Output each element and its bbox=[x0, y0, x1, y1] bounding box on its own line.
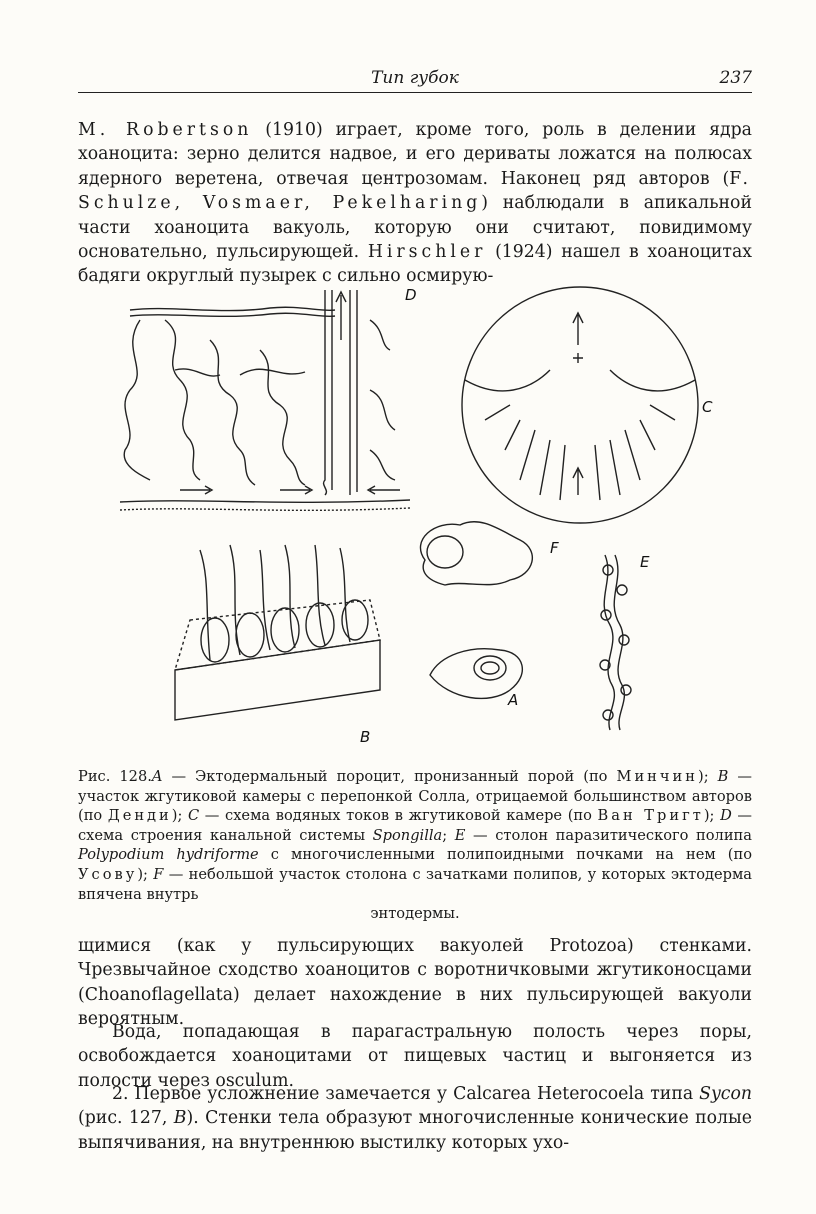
caption-author: Усову bbox=[78, 865, 138, 883]
caption-text: ); bbox=[703, 807, 721, 825]
label-c: C bbox=[702, 398, 713, 416]
figure-128 bbox=[80, 280, 740, 755]
panel-b-chamber-fragment bbox=[175, 545, 380, 720]
panel-f-stolon-fragment bbox=[420, 522, 532, 585]
caption-text: с многочисленными полипоидными почками на нем (по bbox=[258, 846, 752, 864]
caption-text: ); bbox=[698, 768, 718, 785]
header-title: Тип губок bbox=[371, 68, 459, 88]
caption-author: Денди bbox=[107, 807, 172, 825]
caption-fig-number: Рис. 128. bbox=[78, 768, 152, 785]
figure-reference: B bbox=[173, 1108, 187, 1129]
genus-name: Sycon bbox=[699, 1084, 752, 1104]
text-fragment: ) наблюдали в апикальной части хоаноцита вакуоль, которую они считают, повидимому основательно, пульсирующей. bbox=[78, 193, 752, 263]
caption-last-line: энтодермы. bbox=[370, 905, 460, 923]
label-f: F bbox=[550, 539, 559, 557]
caption-genus: Polypodium hydriforme bbox=[78, 846, 259, 864]
page-number: 237 bbox=[719, 68, 752, 88]
text-fragment: (1910) играет, кроме того, роль в делении ядра хоаноцита: зерно делится надвое, и его дериваты ложатся на полюсах ядерного веретена, отвечая центрозомам. Наконец ряд авторов ( bbox=[78, 120, 752, 189]
caption-text: — схема строения канальной системы bbox=[78, 807, 752, 844]
panel-c-chamber bbox=[462, 287, 698, 523]
caption-genus: Spongilla bbox=[372, 826, 443, 844]
text-fragment: 2. Первое усложнение замечается у Calcarea Heterocoela типа bbox=[112, 1084, 700, 1104]
label-b: B bbox=[360, 728, 371, 746]
label-a: A bbox=[508, 691, 519, 709]
caption-text: — участок жгутиковой камеры с перепонкой Солла, отрицаемой большинством авторов (по bbox=[78, 768, 752, 825]
paragraph-3: Вода, попадающая в парагастральную полость через поры, освобождается хоаноцитами от пищевых частиц и выгоняется из полости через osculum. bbox=[78, 1022, 752, 1091]
caption-letter: D bbox=[720, 807, 732, 825]
paragraph-1 bbox=[78, 118, 752, 289]
author-name: F. Schulze, Vosmaer, Pekelharing bbox=[78, 168, 752, 214]
label-e: E bbox=[640, 553, 650, 571]
label-d: D bbox=[405, 286, 417, 304]
text-fragment: (1924) нашел в хоаноцитах бадяги округлый пузырек с сильно осмирую- bbox=[78, 242, 752, 287]
text-fragment: (рис. 127, bbox=[78, 1108, 174, 1129]
caption-author: Ван Тригт bbox=[597, 807, 704, 825]
figure-illustration bbox=[80, 280, 740, 755]
caption-letter: A bbox=[151, 768, 163, 785]
figure-caption bbox=[78, 767, 752, 924]
caption-letter: E bbox=[454, 826, 466, 844]
caption-author: Минчин bbox=[616, 768, 698, 785]
paragraph-2: щимися (как у пульсирующих вакуолей Protozoa) стенками. Чрезвычайное сходство хоаноцитов с воротничковыми жгутиконосцами (Choanoflagellata) делает нахождение в них пульсирующей вакуоли вероятным. bbox=[78, 936, 752, 1030]
caption-text: ); bbox=[171, 807, 189, 825]
caption-letter: B bbox=[717, 768, 729, 785]
text-fragment: ). Стенки тела образуют многочисленные коничеcкие полые выпячивания, на внутреннюю выстилку которых ухо- bbox=[78, 1108, 752, 1153]
caption-letter: C bbox=[188, 807, 200, 825]
paragraph-4 bbox=[78, 1082, 752, 1155]
caption-text: — Эктодермальный пороцит, пронизанный порой (по bbox=[162, 768, 617, 785]
panel-e-stolon bbox=[600, 555, 631, 730]
author-name: M. Robertson bbox=[78, 120, 253, 140]
panel-d-canal-system bbox=[120, 290, 410, 510]
running-header bbox=[78, 66, 752, 93]
author-name: Hirschler bbox=[367, 242, 487, 263]
caption-text: — схема водяных токов в жгутиковой камере (по bbox=[199, 807, 598, 825]
caption-text: — столон паразитического полипа bbox=[465, 826, 752, 844]
caption-text: ; bbox=[442, 826, 455, 844]
caption-text: ); bbox=[137, 865, 154, 883]
caption-text: — небольшой участок столона с зачатками полипов, у которых эктодерма впячена внутрь bbox=[78, 865, 752, 903]
caption-letter: F bbox=[153, 865, 164, 883]
